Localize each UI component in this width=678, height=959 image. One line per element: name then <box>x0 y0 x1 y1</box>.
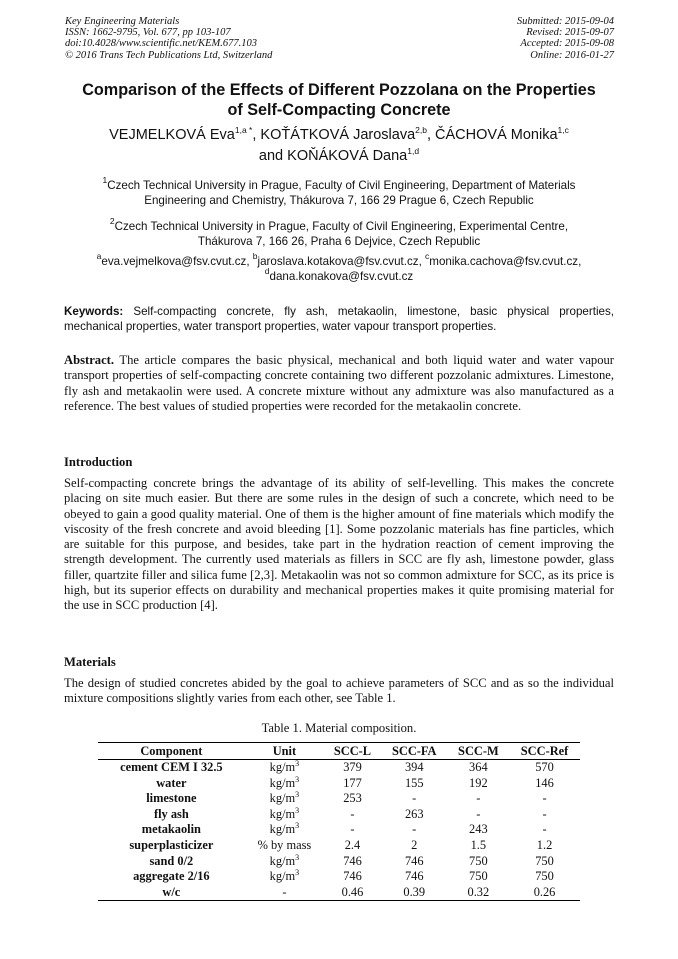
value-cell: - <box>542 791 547 806</box>
value-cell: 746 <box>343 853 362 868</box>
date-accepted: Accepted: 2015-09-08 <box>520 38 614 50</box>
table-row <box>98 807 580 823</box>
value-cell: - <box>412 791 417 806</box>
affiliation-1-line-1: Czech Technical University in Prague, Faculty of Civil Engineering, Department of Materials <box>107 179 576 192</box>
keywords-label: Keywords: <box>64 305 124 318</box>
value-cell: 0.46 <box>324 885 381 901</box>
component-cell: sand 0/2 <box>149 853 194 868</box>
author-4-sup: 1,d <box>407 146 420 156</box>
table-header-cell: SCC-M <box>448 743 509 760</box>
component-cell: aggregate 2/16 <box>133 869 210 884</box>
value-cell: - <box>476 806 481 821</box>
component-cell: fly ash <box>153 806 189 821</box>
author-1-sup: 1,a * <box>234 125 253 135</box>
value-cell: 750 <box>469 853 488 868</box>
table-row <box>98 776 580 792</box>
author-3-sup: 1,c <box>557 125 569 135</box>
value-cell: 746 <box>404 869 424 884</box>
table-row <box>98 885 580 901</box>
journal-info <box>65 16 272 61</box>
value-cell: 746 <box>343 869 362 884</box>
component-cell: limestone <box>146 791 197 806</box>
abstract-label: Abstract. <box>64 353 115 367</box>
affiliation-2 <box>60 216 618 249</box>
table-header-cell: SCC-L <box>324 743 381 760</box>
author-2-sup: 2,b <box>415 125 427 135</box>
value-cell: 750 <box>535 853 554 868</box>
value-cell: 750 <box>469 869 488 884</box>
value-cell: - <box>350 822 355 837</box>
table-header-cell: SCC-Ref <box>509 743 580 760</box>
unit-cell: $kg/m^3$ <box>269 759 300 774</box>
value-cell: 2.4 <box>344 837 361 852</box>
value-cell: 243 <box>469 822 488 837</box>
component-cell: metakaolin <box>141 822 201 837</box>
value-cell: 192 <box>469 775 488 790</box>
value-cell: 263 <box>404 806 424 821</box>
affiliation-2-sup: 2 <box>109 216 115 226</box>
materials-text: The design of studied concretes abided by the goal to achieve parameters of SCC and as so the individual mixture compositions slightly varies from each other, see Table 1. <box>64 676 614 706</box>
value-cell: 570 <box>535 760 554 774</box>
component-cell: superplasticizer <box>129 837 214 852</box>
abstract-text: The article compares the basic physical, mechanical and both liquid water and water vapour transport properties of self-compacting concrete containing two different pozzolanic admixtures. Limestone, fly ash and metakaolin were used. A concrete mixture without any admixture was also manufactured as a reference. The best values of studied properties were recorded for the metakaolin concrete. <box>64 353 614 413</box>
table-body <box>98 760 580 901</box>
journal-doi: doi:10.4028/www.scientific.net/KEM.677.103 <box>65 38 257 50</box>
unit-cell: - <box>245 885 324 901</box>
journal-issn: ISSN: 1662-9795, Vol. 677, pp 103-107 <box>65 27 231 39</box>
table-header-cell: SCC-FA <box>381 743 448 760</box>
value-cell: 394 <box>404 760 424 774</box>
value-cell: 750 <box>535 869 554 884</box>
author-4: KOŇÁKOVÁ Dana <box>287 148 408 164</box>
table-row <box>98 760 580 776</box>
unit-cell: $kg/m^3$ <box>269 868 300 884</box>
component-cell: water <box>156 775 187 790</box>
value-cell: 146 <box>535 775 554 790</box>
author-emails: $^a$eva.vejmelkova@fsv.cvut.cz, $^b$jaroslava.kotakova@fsv.cvut.cz, $^c$monika.cachova@fsv.cvut.cz, $^d$dana.konakova@fsv.cvut.cz <box>96 251 582 283</box>
author-3: ČÁCHOVÁ Monika <box>435 127 558 143</box>
date-revised: Revised: 2015-09-07 <box>526 27 614 39</box>
author-list <box>40 125 638 167</box>
materials-heading: Materials <box>64 655 116 669</box>
email-d[interactable]: dana.konakova@fsv.cvut.cz <box>269 270 414 283</box>
table-header-row <box>98 743 580 760</box>
value-cell: - <box>412 822 417 837</box>
affiliation-2-line-1: Czech Technical University in Prague, Faculty of Civil Engineering, Experimental Centre, <box>114 220 569 233</box>
table-row <box>98 869 580 885</box>
value-cell: 1.2 <box>536 837 553 852</box>
keywords-text: Self-compacting concrete, fly ash, metakaolin, limestone, basic physical properties, mechanical properties, water transport properties, water vapour transport properties. <box>64 305 614 334</box>
component-cell: w/c <box>98 885 245 901</box>
affiliation-1-sup: 1 <box>102 175 108 185</box>
email-a[interactable]: eva.vejmelkova@fsv.cvut.cz <box>101 255 247 268</box>
value-cell: 1.5 <box>470 837 487 852</box>
table-row <box>98 822 580 838</box>
paper-title <box>40 81 638 120</box>
value-cell: - <box>476 791 481 806</box>
affiliation-1 <box>60 175 618 208</box>
keywords <box>64 304 614 334</box>
abstract <box>64 353 614 414</box>
author-1: VEJMELKOVÁ Eva <box>109 127 235 143</box>
unit-cell: $kg/m^3$ <box>269 774 300 790</box>
unit-cell: $kg/m^3$ <box>269 805 300 821</box>
material-composition-table <box>98 742 580 901</box>
table-row <box>98 791 580 807</box>
affiliation-1-line-2: Engineering and Chemistry, Thákurova 7, 166 29 Prague 6, Czech Republic <box>144 194 534 207</box>
table-row <box>98 838 580 854</box>
value-cell: 2 <box>411 837 418 852</box>
value-cell: - <box>350 806 355 821</box>
value-cell: 0.39 <box>381 885 448 901</box>
email-b[interactable]: jaroslava.kotakova@fsv.cvut.cz <box>257 255 419 268</box>
value-cell: - <box>542 806 547 821</box>
value-cell: 379 <box>343 760 362 774</box>
value-cell: 253 <box>343 791 362 806</box>
author-and: and <box>258 148 288 164</box>
journal-name: Key Engineering Materials <box>65 16 180 27</box>
table-caption: Table 1. Material composition. <box>261 721 417 735</box>
introduction-text: Self-compacting concrete brings the advantage of its ability of self-levelling. This makes the concrete placing on site much easier. But there are some rules in the design of such a concrete, which need to be obeyed to gain a good quality material. One of them is the higher amount of fine materials which modify the viscosity of the fresh concrete and avoid bleeding [1]. Some pozzolanic materials has fine particles, which are suitable for this purpose, and besides, take part in the hydration reaction of cement improving the strength development. The currently used materials as fillers in SCC are fly ash, limestone powder, glass filler, quartzite filler and silica fume [2,3]. Metakaolin was not so common admixture for SCC, as its price is high, but its superior effects on durability and mechanical properties makes it quite promising material for the use in SCC production [4]. <box>64 476 614 613</box>
table-header-cell: Unit <box>245 743 324 760</box>
date-submitted: Submitted: 2015-09-04 <box>516 16 614 27</box>
value-cell: 0.26 <box>509 885 580 901</box>
value-cell: - <box>542 822 547 837</box>
unit-cell: $kg/m^3$ <box>269 852 300 868</box>
value-cell: 746 <box>404 853 424 868</box>
email-c[interactable]: monika.cachova@fsv.cvut.cz <box>429 255 579 268</box>
date-online: Online: 2016-01-27 <box>530 49 614 61</box>
unit-cell: $kg/m^3$ <box>269 790 300 806</box>
value-cell: 364 <box>469 760 488 774</box>
value-cell: 177 <box>343 775 362 790</box>
title-line-2: of Self-Compacting Concrete <box>227 100 451 119</box>
table-row <box>98 854 580 870</box>
unit-cell: $kg/m^3$ <box>269 821 300 837</box>
journal-copyright: © 2016 Trans Tech Publications Ltd, Switzerland <box>65 49 273 61</box>
unit-cell: % by mass <box>257 837 312 852</box>
introduction-heading: Introduction <box>64 455 133 469</box>
author-2: KOŤÁTKOVÁ Jaroslava <box>260 127 416 143</box>
author-separator: , <box>426 127 436 143</box>
component-cell: cement CEM I 32.5 <box>120 760 223 774</box>
value-cell: 155 <box>404 775 424 790</box>
publication-dates <box>517 16 614 61</box>
author-separator: , <box>252 127 261 143</box>
affiliation-2-line-2: Thákurova 7, 166 26, Praha 6 Dejvice, Czech Republic <box>197 235 481 248</box>
table-header-cell: Component <box>98 743 245 760</box>
value-cell: 0.32 <box>448 885 509 901</box>
title-line-1: Comparison of the Effects of Different Pozzolana on the Properties <box>82 81 596 99</box>
